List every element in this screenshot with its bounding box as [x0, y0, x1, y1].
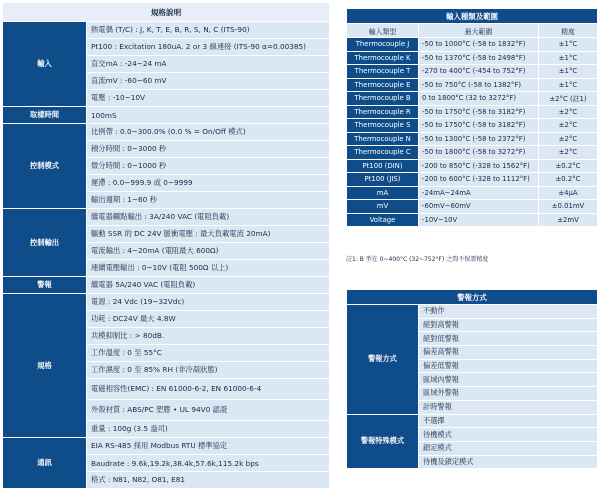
- range-accuracy: ±1°C: [539, 65, 598, 79]
- spec-category: 通訊: [3, 438, 87, 489]
- range-max-range: -270 to 400°C (-454 to 752°F): [419, 65, 539, 79]
- range-input-type: mV: [347, 200, 419, 214]
- spec-value: EIA RS-485 採用 Modbus RTU 標準協定: [87, 438, 330, 455]
- range-input-type: Pt100 (JIS): [347, 173, 419, 187]
- range-input-type: Thermocouple K: [347, 51, 419, 65]
- spec-value: 熱電偶 (T/C) : J, K, T, E, B, R, S, N, C (ITS-90): [87, 22, 330, 39]
- spec-value: 電磁相容性(EMC) : EN 61000-6-2, EN 61000-6-4: [87, 379, 330, 400]
- alarm-value: 待機及鎖定模式: [419, 455, 598, 469]
- spec-row: [3, 107, 330, 124]
- range-row: [347, 119, 598, 133]
- input-range-table: [346, 8, 598, 227]
- alarm-value: 計時警報: [419, 400, 598, 414]
- range-accuracy: ±2°C: [539, 132, 598, 146]
- spec-value: Baudrate : 9.6k,19.2k,38.4k,57.6k,115.2k bps: [87, 455, 330, 472]
- alarm-row: [347, 414, 598, 428]
- alarm-table: [346, 289, 598, 469]
- range-input-type: Thermocouple B: [347, 92, 419, 106]
- range-row: [347, 65, 598, 79]
- range-max-range: -50 to 1750°C (-58 to 3182°F): [419, 119, 539, 133]
- range-row: [347, 105, 598, 119]
- alarm-value: 偏差低警報: [419, 359, 598, 373]
- alarm-value: 偏差高警報: [419, 346, 598, 360]
- range-max-range: -50 to 1300°C (-58 to 2372°F): [419, 132, 539, 146]
- range-row: [347, 213, 598, 227]
- spec-row: [3, 124, 330, 141]
- range-row: [347, 78, 598, 92]
- range-input-type: Thermocouple R: [347, 105, 419, 119]
- range-input-type: Thermocouple T: [347, 65, 419, 79]
- spec-category: 規格: [3, 294, 87, 438]
- range-accuracy: ±2°C (註1): [539, 92, 598, 106]
- range-accuracy: ±2°C: [539, 119, 598, 133]
- range-accuracy: ±1°C: [539, 78, 598, 92]
- range-max-range: -50 to 1000°C (-58 to 1832°F): [419, 38, 539, 52]
- range-accuracy: ±2°C: [539, 146, 598, 160]
- spec-value: 格式 : N81, N82, O81, E81: [87, 472, 330, 489]
- range-accuracy: ±1°C: [539, 38, 598, 52]
- spec-value: 比例帶 : 0.0~300.0% (0.0 % = On/Off 模式): [87, 124, 330, 141]
- spec-value: 電流輸出 : 4~20mA (電阻最大 600Ω): [87, 243, 330, 260]
- range-input-type: Thermocouple C: [347, 146, 419, 160]
- spec-row: [3, 22, 330, 39]
- spec-category: 輸入: [3, 22, 87, 107]
- spec-value: 直流mV : -60~60 mV: [87, 73, 330, 90]
- spec-row: [3, 294, 330, 311]
- range-footnote: 註1: B 型在 0~400°C (32~752°F) 之間不保證精度: [346, 256, 489, 263]
- range-row: [347, 173, 598, 187]
- range-accuracy: ±1°C: [539, 51, 598, 65]
- range-accuracy: ±0.01mV: [539, 200, 598, 214]
- spec-value: 繼電器觸點輸出 : 3A/240 VAC (電阻負載): [87, 209, 330, 226]
- range-max-range: -200 to 600°C (-328 to 1112°F): [419, 173, 539, 187]
- spec-category: 取樣時間: [3, 107, 87, 124]
- alarm-value: 絕對低警報: [419, 332, 598, 346]
- range-row: [347, 159, 598, 173]
- alarm-value: 絕對高警報: [419, 318, 598, 332]
- spec-value: 共模抑制比 : > 80dB.: [87, 328, 330, 345]
- range-accuracy: ±0.2°C: [539, 173, 598, 187]
- range-header-range: 最大範圍: [419, 24, 539, 38]
- alarm-value: 不動作: [419, 305, 598, 319]
- range-input-type: Pt100 (DIN): [347, 159, 419, 173]
- alarm-value: 不選擇: [419, 414, 598, 428]
- spec-value: 工作溫度 : 0 至 55°C: [87, 345, 330, 362]
- alarm-row: [347, 305, 598, 319]
- spec-category: 控制模式: [3, 124, 87, 209]
- spec-value: 重量 : 100g (3.5 盎司): [87, 421, 330, 438]
- alarm-value: 區域外警報: [419, 387, 598, 401]
- range-row: [347, 132, 598, 146]
- range-max-range: -50 to 1370°C (-58 to 2498°F): [419, 51, 539, 65]
- range-input-type: Thermocouple N: [347, 132, 419, 146]
- spec-row: [3, 277, 330, 294]
- alarm-value: 區域內警報: [419, 373, 598, 387]
- range-max-range: -24mA~24mA: [419, 186, 539, 200]
- range-max-range: -50 to 750°C (-58 to 1382°F): [419, 78, 539, 92]
- range-max-range: -50 to 1750°C (-58 to 3182°F): [419, 105, 539, 119]
- spec-value: 電壓 : -10~10V: [87, 90, 330, 107]
- spec-table: [2, 2, 330, 489]
- range-accuracy: ±2mV: [539, 213, 598, 227]
- range-input-type: mA: [347, 186, 419, 200]
- spec-row: [3, 438, 330, 455]
- spec-value: Pt100 : Excitation 180uA. 2 or 3 線連接 (ITS-90 α=0.00385): [87, 39, 330, 56]
- spec-value: 外殼材質 : ABS/PC 塑膠 • UL 94V0 認證: [87, 400, 330, 421]
- range-row: [347, 200, 598, 214]
- range-row: [347, 146, 598, 160]
- spec-row: [3, 209, 330, 226]
- range-max-range: -60mV~60mV: [419, 200, 539, 214]
- range-max-range: -200 to 850°C (-328 to 1562°F): [419, 159, 539, 173]
- range-input-type: Thermocouple E: [347, 78, 419, 92]
- spec-title: 規格說明: [3, 3, 330, 22]
- range-input-type: Thermocouple S: [347, 119, 419, 133]
- spec-value: 功耗 : DC24V 最大 4.8W: [87, 311, 330, 328]
- spec-value: 電源 : 24 Vdc (19~32Vdc): [87, 294, 330, 311]
- spec-value: 積分時間 : 0~3000 秒: [87, 141, 330, 158]
- spec-value: 直交mA : -24~24 mA: [87, 56, 330, 73]
- range-accuracy: ±2°C: [539, 105, 598, 119]
- range-max-range: -50 to 1800°C (-58 to 3272°F): [419, 146, 539, 160]
- range-row: [347, 92, 598, 106]
- range-row: [347, 51, 598, 65]
- range-input-type: Thermocouple J: [347, 38, 419, 52]
- range-input-type: Voltage: [347, 213, 419, 227]
- range-max-range: 0 to 1800°C (32 to 3272°F): [419, 92, 539, 106]
- spec-value: 輸出週期 : 1~60 秒: [87, 192, 330, 209]
- alarm-value: 鎖定模式: [419, 441, 598, 455]
- range-accuracy: ±0.2°C: [539, 159, 598, 173]
- alarm-category: 警報方式: [347, 305, 419, 415]
- spec-value: 微分時間 : 0~1000 秒: [87, 158, 330, 175]
- spec-category: 警報: [3, 277, 87, 294]
- range-header-type: 輸入類型: [347, 24, 419, 38]
- spec-value: 遲滯 : 0.0~999.9 或 0~9999: [87, 175, 330, 192]
- spec-value: 工作濕度 : 0 至 85% RH (非冷凝狀態): [87, 362, 330, 379]
- range-row: [347, 186, 598, 200]
- spec-category: 控制輸出: [3, 209, 87, 277]
- alarm-category: 警報特殊模式: [347, 414, 419, 469]
- spec-value: 繼電器 5A/240 VAC (電阻負載): [87, 277, 330, 294]
- spec-value: 驅動 SSR 的 DC 24V 脈衝電壓 : 最大負載電流 20mA): [87, 226, 330, 243]
- range-accuracy: ±4µA: [539, 186, 598, 200]
- range-max-range: -10V~10V: [419, 213, 539, 227]
- alarm-title: 警報方式: [347, 290, 598, 305]
- range-row: [347, 38, 598, 52]
- alarm-value: 待機模式: [419, 428, 598, 442]
- range-title: 輸入種類及範圍: [347, 9, 598, 24]
- spec-value: 100mS: [87, 107, 330, 124]
- range-header-accuracy: 精度: [539, 24, 598, 38]
- spec-value: 連續電壓輸出 : 0~10V (電阻 500Ω 以上): [87, 260, 330, 277]
